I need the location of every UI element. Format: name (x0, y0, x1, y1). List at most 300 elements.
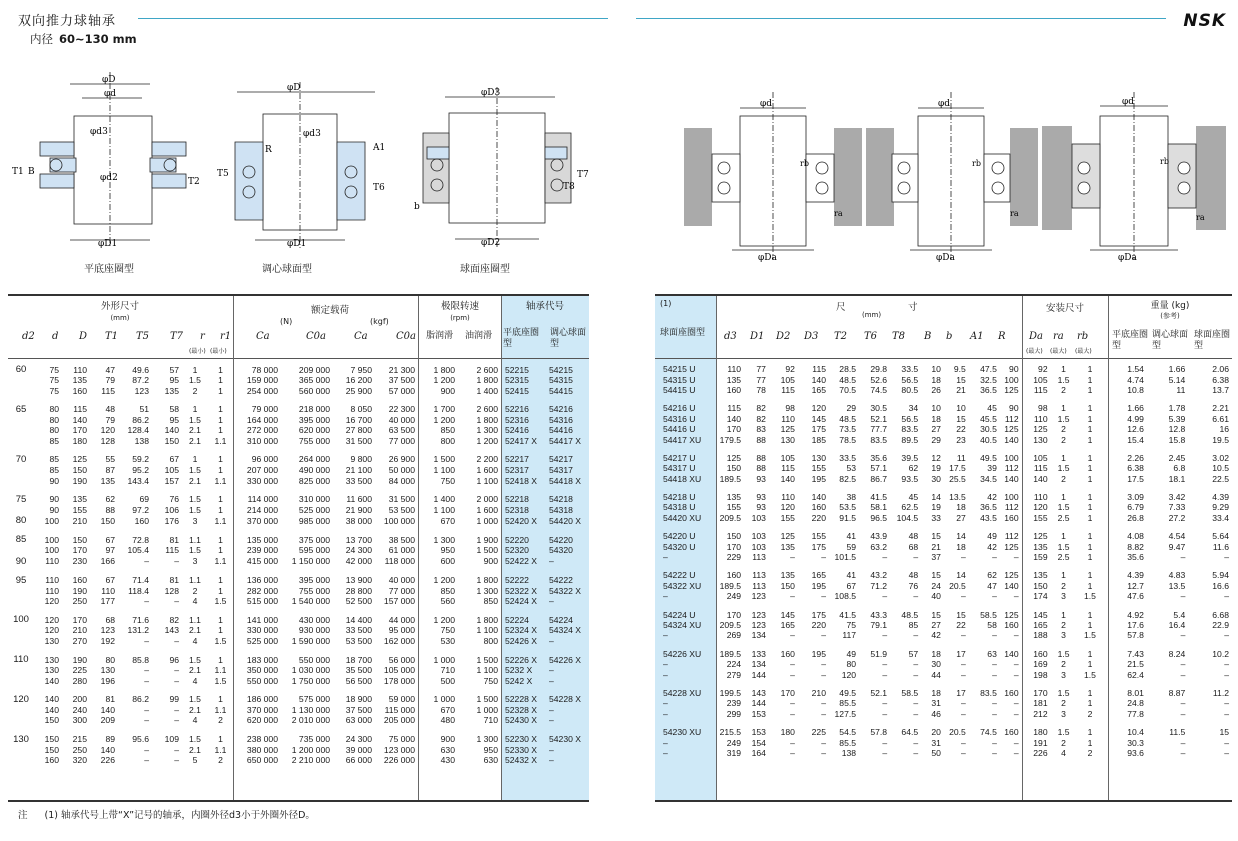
page-title: 双向推力球轴承 (18, 14, 117, 29)
col-Br: B (924, 331, 932, 342)
cell: 850 (440, 425, 455, 436)
cell: 88 (105, 504, 115, 515)
cell: 1 (218, 375, 223, 386)
cell: 29 (931, 434, 941, 445)
cell: 2 (192, 585, 198, 596)
cell: 196 (100, 675, 115, 686)
cell: 370 000 (246, 515, 278, 526)
cell: 123 000 (383, 744, 415, 755)
cell: 2 (1061, 473, 1066, 484)
cell: 25 900 (345, 385, 372, 396)
cell: 16 (1219, 424, 1229, 435)
hdr-load-kgf: (kgf) (370, 317, 389, 326)
cell: 209 000 (298, 364, 330, 375)
cell: 4.39 (1212, 492, 1229, 503)
cell: 2.5 (1057, 552, 1070, 563)
cell: 1 (1087, 413, 1093, 424)
cell: 15 (956, 374, 966, 385)
cell: 50 (931, 747, 941, 758)
cell: 52424 X (505, 596, 538, 607)
cell: – (1224, 659, 1229, 670)
cell: 1.5 (1057, 374, 1070, 385)
cell: 12.7 (1127, 580, 1144, 591)
cell: 30.5 (980, 424, 997, 435)
cell: 1.5 (189, 465, 201, 476)
cell: – (549, 596, 554, 607)
cell: 153 (751, 727, 766, 738)
col-grease: 脂润滑 (426, 331, 454, 341)
cell: 2 (1087, 708, 1093, 719)
cell: 2.26 (1127, 452, 1144, 463)
col-D1: D1 (750, 331, 765, 342)
cell: 135 (726, 492, 742, 503)
cell: 16 200 (345, 375, 372, 386)
cell: 15.8 (1168, 434, 1186, 445)
cell: 620 000 (246, 715, 278, 726)
cell: 750 (440, 475, 455, 486)
table-row (8, 375, 589, 385)
cell: 900 (483, 556, 498, 567)
cell: 48 (908, 531, 919, 542)
cell: 1 (218, 575, 223, 586)
cell: 230 (72, 556, 87, 567)
cell-d2: 120 (13, 693, 29, 705)
cell: 225 (811, 727, 826, 738)
cell: 48 (908, 570, 919, 581)
cell: 54417 X (549, 435, 582, 446)
cell: 160 (1004, 512, 1019, 523)
cell: 1 500 (433, 454, 455, 465)
cell: 195 (811, 580, 826, 591)
cell: 47 (987, 580, 997, 591)
cell: 1 (1087, 648, 1093, 659)
cell: 2 (1061, 698, 1066, 709)
cell: – (1224, 708, 1229, 719)
cell: 175 (811, 424, 826, 435)
label-T2: T2 (188, 177, 200, 187)
cell: 86.7 (870, 473, 888, 484)
cell: 21 900 (345, 504, 372, 515)
cell: 1.5 (214, 635, 227, 646)
cell: 1.5 (214, 596, 227, 607)
cell: 220 (811, 620, 826, 630)
cell: 1 150 000 (291, 556, 330, 567)
cell: 120 (1033, 502, 1048, 513)
cell: 11 600 (346, 494, 372, 505)
cell: 153 (751, 708, 766, 719)
cell: 37 (931, 552, 941, 563)
cell: 155 (780, 512, 795, 523)
cell-d2 (8, 375, 34, 385)
cell: 54226 X (549, 654, 582, 665)
cell: 52217 (505, 454, 529, 465)
col-Da: Da (1029, 331, 1043, 342)
cell: 1 (1087, 512, 1093, 523)
cell: 100 (1004, 374, 1019, 385)
cell: 15 (931, 609, 941, 620)
table-row (655, 552, 1232, 562)
cell: 1 (1087, 620, 1093, 630)
cell: 125 (1033, 424, 1048, 435)
cell: 144 (751, 669, 766, 680)
label-d-r2: φd (938, 99, 951, 109)
cell: 75 (49, 385, 59, 396)
cell: 162 000 (383, 635, 415, 646)
cell: 26 (931, 384, 941, 395)
cell: 1.1 (214, 556, 227, 567)
cell: 39 000 (345, 744, 372, 755)
cell: 125 (1004, 424, 1019, 435)
cell: 37 500 (388, 375, 415, 386)
cell: 77 000 (388, 585, 415, 596)
cell: 140 (100, 744, 115, 755)
cell: 3 (1061, 669, 1066, 680)
cell: 1 (1087, 531, 1093, 542)
cell: 1 (218, 654, 223, 665)
cell: 54218 (549, 494, 573, 505)
cell: – (913, 708, 919, 719)
cell: 1 (1087, 463, 1093, 474)
table-row (8, 404, 589, 415)
cell: 155 (72, 504, 87, 515)
cell: 170 (780, 687, 795, 698)
cell: – (663, 669, 668, 680)
cell: 136 000 (246, 575, 278, 586)
label-ra-r3: ra (1196, 213, 1205, 222)
cell: 1.1 (189, 575, 201, 586)
cell: 78 000 (251, 364, 278, 375)
cell: – (882, 698, 888, 709)
cell: 282 000 (246, 585, 278, 596)
cell: 90 (1009, 364, 1019, 375)
cell: – (1224, 630, 1229, 641)
cell: 42 (931, 630, 941, 641)
cell: 1.5 (189, 375, 201, 386)
cell: 115 000 (384, 705, 415, 716)
cell: 131.2 (127, 625, 149, 636)
cell: 78 (756, 384, 766, 395)
cell: 143 (164, 625, 179, 636)
cell: 3 (192, 556, 198, 567)
cell: – (821, 591, 826, 602)
cell: 238 000 (246, 734, 278, 745)
cell: 42 (987, 541, 997, 552)
right-table-top-rule (655, 294, 1232, 296)
cell: – (821, 737, 826, 748)
col-A1r: A1 (970, 331, 984, 342)
cell: 16.6 (1212, 580, 1229, 591)
cell: 90 (49, 504, 59, 515)
cell: 43.9 (870, 531, 888, 542)
left-table-bottom-rule (8, 800, 589, 802)
cell: 1 590 000 (291, 635, 330, 646)
cell: 330 000 (246, 625, 278, 636)
cell-d2 (8, 745, 34, 755)
cell: 430 000 (298, 614, 330, 625)
cell: 57 (908, 648, 919, 659)
cell: 192 (100, 635, 115, 646)
cell: 150 (726, 463, 742, 474)
cell: 1 (1087, 687, 1093, 698)
cell: 83 (756, 424, 766, 435)
cell: 34.5 (980, 473, 997, 484)
cell: – (144, 705, 149, 716)
cell: 249 (726, 737, 742, 748)
cell: 106 (164, 504, 179, 515)
cell-d2 (8, 715, 34, 725)
cell: 50 000 (388, 465, 415, 476)
cell: 17 (956, 687, 966, 698)
cell: – (144, 635, 149, 646)
cell: 54318 U (663, 502, 696, 513)
cell: 52322 X (505, 585, 538, 596)
cell: 67 (105, 534, 115, 545)
cell: 30.3 (1127, 737, 1144, 748)
cell: 115 (781, 463, 795, 474)
cell: 39 (987, 463, 997, 474)
cell: 130 (44, 635, 59, 646)
cell: 79 (105, 375, 115, 386)
cell: – (1180, 747, 1186, 758)
hdr-load-n: (N) (280, 317, 293, 326)
cell: 1 (1087, 492, 1093, 503)
cell-d2 (8, 425, 34, 435)
cell: 1.5 (189, 504, 201, 515)
col-D3r: D3 (804, 331, 819, 342)
cell: 1 (218, 425, 223, 436)
cell: 350 000 (246, 665, 278, 676)
cell: 44 000 (388, 614, 415, 625)
cell: 135 (1033, 570, 1048, 581)
cell: 210 (72, 625, 87, 636)
cell: 930 000 (298, 625, 330, 636)
cell: – (882, 747, 888, 758)
cell: 1 (1087, 434, 1093, 445)
cell: 140 (1033, 473, 1048, 484)
col-T1: T1 (105, 331, 119, 342)
cell: 2 000 (476, 494, 498, 505)
cell: 52320 (505, 545, 529, 556)
cell: 110 (45, 585, 59, 596)
right-header-rule (655, 358, 1232, 359)
cell: 73.5 (839, 424, 857, 435)
cell: 4 (192, 596, 198, 607)
cell: 200 (72, 694, 87, 705)
cell: – (992, 737, 997, 748)
cell: 1 200 (476, 435, 498, 446)
cell: 1 (1087, 570, 1093, 581)
col-r-min: (最小) (189, 348, 206, 355)
cell: 35 500 (345, 665, 372, 676)
cell: – (790, 591, 795, 602)
cell: 81 (105, 694, 115, 705)
cell: 4.74 (1127, 374, 1144, 385)
cell: 110 (1033, 413, 1048, 424)
cell: 54215 (549, 364, 573, 375)
cell: 79 000 (251, 404, 278, 415)
cell: 755 000 (298, 585, 330, 596)
hdr-spherical-code: 球面座圈型 (660, 328, 706, 338)
hdr-dims-unit: (mm) (862, 311, 882, 319)
cell: 13.7 (1212, 384, 1229, 395)
cell: 2.1 (189, 435, 201, 446)
cell: 53 (846, 463, 857, 474)
cell: 47.5 (980, 364, 997, 375)
cell: 54318 (549, 504, 573, 515)
cell: 985 000 (298, 515, 330, 526)
hdr-speed: 极限转速 (rpm) (440, 301, 479, 322)
cell: 9.29 (1212, 502, 1229, 513)
cell: – (821, 698, 826, 709)
cell: 62 (987, 570, 997, 581)
cell: 150 (44, 734, 59, 745)
cell: 2 (1061, 580, 1066, 591)
col-d2: d2 (22, 331, 35, 342)
cell: 560 (440, 596, 455, 607)
cell: 120 (44, 596, 59, 607)
hdr-dims: 尺 (836, 302, 846, 313)
table-row (8, 745, 589, 755)
cell: 1 (218, 414, 223, 425)
cell: 54217 U (663, 452, 696, 463)
cell: 82 (169, 614, 179, 625)
cell: 18 (956, 541, 966, 552)
cell: 1 300 (476, 425, 498, 436)
cell: 1 200 (433, 414, 455, 425)
cell: 54315 (549, 375, 573, 386)
cell: 1 (192, 404, 198, 415)
cell: 115 (165, 545, 179, 556)
cell: 165 (780, 620, 795, 630)
cell: 135 (164, 385, 179, 396)
cell: – (790, 737, 795, 748)
cell: 150 (44, 744, 59, 755)
cell: 53 500 (345, 635, 372, 646)
cell: 1 200 (433, 614, 455, 625)
table-row (8, 494, 589, 505)
page-subtitle (30, 31, 137, 47)
cell: 5.14 (1168, 374, 1186, 385)
cell: 115 (101, 385, 115, 396)
cell: 54315 U (663, 374, 696, 385)
cell: 33 500 (345, 475, 372, 486)
cell: 189.5 (719, 648, 742, 659)
cell: 1.5 (189, 414, 201, 425)
cell: 140 (780, 473, 795, 484)
cell: – (992, 747, 997, 758)
cell-d2 (8, 586, 34, 596)
table-row (655, 727, 1232, 737)
cell: 63 000 (345, 715, 372, 726)
cell: 750 (440, 625, 455, 636)
cell: 4.54 (1168, 531, 1186, 542)
cell: 4 (192, 675, 198, 686)
cell: 105 (1033, 452, 1048, 463)
cell: – (1180, 737, 1186, 748)
cell: 54224 (549, 614, 573, 625)
cell: 52.1 (870, 687, 888, 698)
cell-d2 (8, 705, 34, 715)
cell: 35.6 (1127, 552, 1144, 563)
cell: – (882, 737, 888, 748)
cell: 10 (931, 403, 941, 414)
cell: 145 (780, 609, 795, 620)
cell: 21 300 (388, 364, 415, 375)
table-row (655, 570, 1232, 580)
cell: – (790, 669, 795, 680)
cell: 272 000 (246, 425, 278, 436)
cell: 2 (192, 385, 198, 396)
cell: 8 050 (350, 404, 372, 415)
cell: 29.8 (870, 364, 888, 375)
cell-d2: 110 (13, 654, 29, 666)
cell: 8.24 (1168, 648, 1186, 659)
col-rb-max: (最大) (1075, 348, 1092, 355)
cell: 115 (781, 384, 795, 395)
cell: – (144, 755, 149, 766)
cell: 67 (846, 580, 857, 591)
cell: 21 (931, 541, 941, 552)
cell: – (961, 747, 966, 758)
cell: 78.5 (839, 434, 857, 445)
cell-d2 (8, 475, 34, 485)
col-rb: rb (1077, 331, 1089, 342)
cell: 18 (931, 413, 941, 424)
cell: 54224 U (663, 609, 696, 620)
cell: 85.8 (132, 654, 149, 665)
cell: 58.5 (901, 687, 919, 698)
cell: – (144, 556, 149, 567)
col-d: d (52, 331, 59, 342)
cell: 113 (752, 552, 766, 563)
cell: 1 500 (476, 545, 498, 556)
cell: 490 000 (298, 465, 330, 476)
cell: 39.5 (901, 452, 919, 463)
cell: 40.5 (980, 434, 997, 445)
cell: 54220 (549, 534, 573, 545)
cell: 52226 X (505, 654, 538, 665)
cell: 117 (842, 630, 857, 641)
label-T7: T7 (577, 170, 589, 180)
cell: 10.2 (1212, 648, 1229, 659)
col-w-flat: 平底座圈型 (1112, 330, 1149, 351)
col-d3: d3 (724, 331, 737, 342)
cell: 95 (169, 375, 179, 386)
cell: – (913, 698, 919, 709)
cell: 18 (931, 648, 941, 659)
cell: 54420 X (549, 515, 582, 526)
cell: 209.5 (719, 512, 742, 523)
cell: 71.4 (132, 575, 149, 586)
cell: 110 (45, 556, 59, 567)
cell: 32.5 (980, 374, 997, 385)
cell: 1 000 (476, 515, 498, 526)
cell: 138 (134, 435, 149, 446)
right-table-bottom-rule (655, 800, 1232, 802)
cell: 130 (44, 654, 59, 665)
cell: 950 (483, 744, 498, 755)
cell: 112 (1004, 463, 1019, 474)
cell: 128.4 (127, 425, 149, 436)
cell: 1.1 (214, 705, 227, 716)
cell: 205 000 (383, 715, 415, 726)
cell: 1 (1087, 737, 1093, 748)
cell: 4.99 (1127, 413, 1144, 424)
cell: 650 000 (246, 755, 278, 766)
cell: – (1224, 747, 1229, 758)
cell: 170 (72, 545, 87, 556)
cell: 239 (726, 698, 742, 709)
